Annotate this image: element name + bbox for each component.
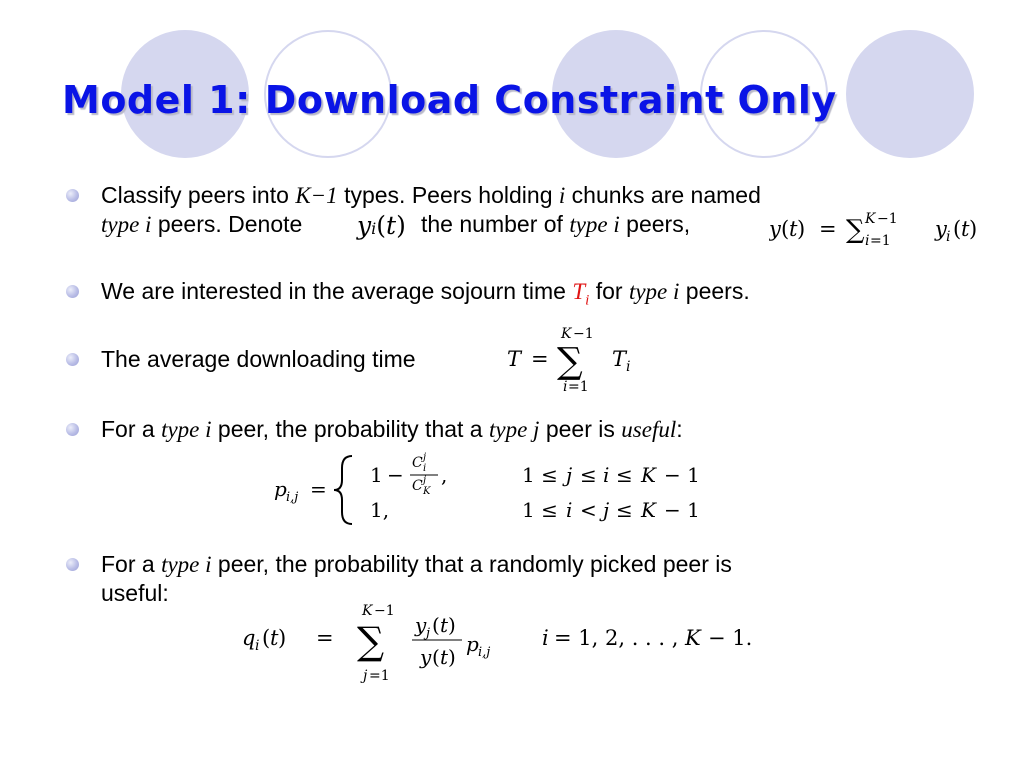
formula-t-sum <box>505 323 645 395</box>
svg-text:K: K <box>641 463 656 487</box>
svg-text:(: ( <box>953 217 962 241</box>
svg-text:∑: ∑ <box>557 341 583 382</box>
svg-text:t: t <box>440 645 449 669</box>
svg-text:i,j: i,j <box>286 490 299 505</box>
svg-text:t: t <box>270 626 279 650</box>
formula-y-sum <box>769 205 994 249</box>
bullet-5-line-2 <box>101 580 169 607</box>
bullet-4-line <box>101 416 683 443</box>
svg-text:j: j <box>603 498 610 522</box>
svg-text:t: t <box>961 217 970 241</box>
svg-text:): ) <box>797 217 806 241</box>
text-segment: peers. <box>685 278 750 304</box>
formula-q-i <box>240 600 780 690</box>
formula-y-sum-svg <box>769 205 994 249</box>
svg-text:− 1: − 1 <box>664 463 700 487</box>
text-segment: peers, <box>626 211 691 237</box>
bullet-1-marker <box>66 189 79 202</box>
math-t-sub: i <box>585 292 590 309</box>
svg-text:,: , <box>441 463 448 487</box>
svg-text:y: y <box>769 217 781 241</box>
svg-text:1,: 1, <box>370 498 390 522</box>
text-segment: For a <box>101 551 155 577</box>
svg-text:=: = <box>316 626 334 650</box>
svg-text:K: K <box>865 211 876 227</box>
svg-text:=1: =1 <box>870 233 891 249</box>
svg-text:): ) <box>448 613 456 637</box>
svg-text:∑: ∑ <box>846 215 865 245</box>
bullet-1-line-2 <box>101 211 302 238</box>
type-i-label: type i <box>628 279 680 304</box>
text-segment: types. Peers holding <box>344 182 553 208</box>
svg-text:− 1: − 1 <box>664 498 700 522</box>
svg-text:i: i <box>566 498 573 522</box>
svg-text:1: 1 <box>370 463 383 487</box>
text-segment: the number of <box>421 211 563 237</box>
text-segment: peer, the probability that a <box>217 416 483 442</box>
bullet-3-line <box>101 346 416 373</box>
bullet-1-line-2b <box>421 211 690 238</box>
title-part2: Download Constraint Only <box>264 78 837 122</box>
svg-text:(: ( <box>262 626 271 650</box>
bullet-5-marker <box>66 558 79 571</box>
svg-text:p: p <box>274 477 287 501</box>
svg-text:q: q <box>242 626 256 650</box>
type-i-label: type i <box>101 212 152 237</box>
text-segment: : <box>676 416 683 442</box>
svg-text:i: i <box>255 638 260 654</box>
svg-text:i,j: i,j <box>478 645 491 660</box>
svg-text:j: j <box>363 668 368 684</box>
svg-text:K: K <box>685 626 701 650</box>
svg-text:≤: ≤ <box>580 463 597 487</box>
svg-text:i: i <box>542 626 549 650</box>
svg-text:=: = <box>531 347 549 371</box>
text-segment: For a <box>101 416 155 442</box>
svg-text:t: t <box>789 217 798 241</box>
svg-text:K: K <box>423 486 431 497</box>
svg-text:K: K <box>362 603 373 619</box>
svg-text:=: = <box>819 217 837 241</box>
formula-q-i-svg <box>240 600 780 690</box>
svg-text:y: y <box>935 217 947 241</box>
svg-text:i: i <box>423 463 427 474</box>
text-segment: for <box>595 278 623 304</box>
bullet-2-line <box>101 278 750 310</box>
text-segment: peers. Denote <box>157 211 303 237</box>
formula-t-sum-svg <box>505 323 645 395</box>
svg-text:T: T <box>507 347 522 371</box>
text-segment: We are interested in the average sojourn time <box>101 278 566 304</box>
math-k-minus-1: K−1 <box>295 183 338 208</box>
svg-text:): ) <box>278 626 287 650</box>
useful-label: useful <box>621 417 677 442</box>
svg-text:−1: −1 <box>877 211 898 227</box>
svg-text:<: < <box>580 498 597 522</box>
svg-text:i: i <box>946 229 951 245</box>
svg-text:− 1.: − 1. <box>708 626 753 650</box>
svg-text:j: j <box>423 452 427 463</box>
svg-text:): ) <box>448 645 456 669</box>
svg-text:j: j <box>426 626 431 641</box>
svg-text:p: p <box>466 632 479 656</box>
decor-circle-5 <box>846 30 974 158</box>
math-i: i <box>558 183 566 208</box>
svg-text:C: C <box>412 455 423 471</box>
formula-yi-t: yi(t) <box>357 211 406 240</box>
svg-text:1 ≤: 1 ≤ <box>522 498 558 522</box>
formula-p-ij <box>272 450 722 530</box>
type-i-label: type i <box>161 417 212 442</box>
math-t: T <box>572 279 586 304</box>
bullet-3-marker <box>66 353 79 366</box>
text-segment: chunks are named <box>571 182 761 208</box>
svg-text:y: y <box>415 613 427 637</box>
svg-text:C: C <box>412 478 423 494</box>
text-segment: peer, the probability that a randomly picked peer is <box>217 551 732 577</box>
bullet-2-marker <box>66 285 79 298</box>
svg-text:t: t <box>440 613 449 637</box>
svg-text:y: y <box>420 645 432 669</box>
type-j-label: type j <box>489 417 540 442</box>
text-segment: Classify peers into <box>101 182 289 208</box>
svg-text:K: K <box>641 498 656 522</box>
svg-text:(: ( <box>432 613 440 637</box>
svg-text:1 ≤: 1 ≤ <box>522 463 558 487</box>
svg-text:): ) <box>969 217 978 241</box>
svg-text:≤: ≤ <box>616 498 633 522</box>
bullet-4-marker <box>66 423 79 436</box>
svg-text:∑: ∑ <box>357 619 385 663</box>
svg-text:T: T <box>612 347 627 371</box>
formula-p-ij-svg <box>272 450 722 530</box>
svg-text:−1: −1 <box>573 326 594 342</box>
text-segment: useful: <box>101 580 169 606</box>
title-part1: Model 1: <box>62 78 251 122</box>
type-i-label: type i <box>161 552 212 577</box>
type-i-label: type i <box>569 212 620 237</box>
svg-text:i: i <box>865 233 870 249</box>
svg-text:j: j <box>423 475 427 486</box>
svg-text:=1: =1 <box>369 668 390 684</box>
bullet-5-line-1 <box>101 551 732 578</box>
svg-text:=: = <box>310 477 327 501</box>
svg-text:= 1, 2, . . . ,: = 1, 2, . . . , <box>554 626 679 650</box>
svg-text:(: ( <box>781 217 790 241</box>
slide-title <box>62 78 837 122</box>
svg-text:−1: −1 <box>374 603 395 619</box>
svg-text:=1: =1 <box>568 379 589 395</box>
bullet-1-line-1 <box>101 182 761 209</box>
svg-text:K: K <box>561 326 572 342</box>
svg-text:j: j <box>566 463 573 487</box>
svg-text:≤: ≤ <box>616 463 633 487</box>
text-segment: peer is <box>545 416 615 442</box>
svg-text:−: − <box>387 463 404 487</box>
text-segment: The average downloading time <box>101 346 416 372</box>
svg-text:i: i <box>603 463 610 487</box>
svg-text:i: i <box>563 379 568 395</box>
svg-text:(: ( <box>432 645 440 669</box>
math-t-i <box>572 279 590 309</box>
svg-text:i: i <box>626 359 631 375</box>
